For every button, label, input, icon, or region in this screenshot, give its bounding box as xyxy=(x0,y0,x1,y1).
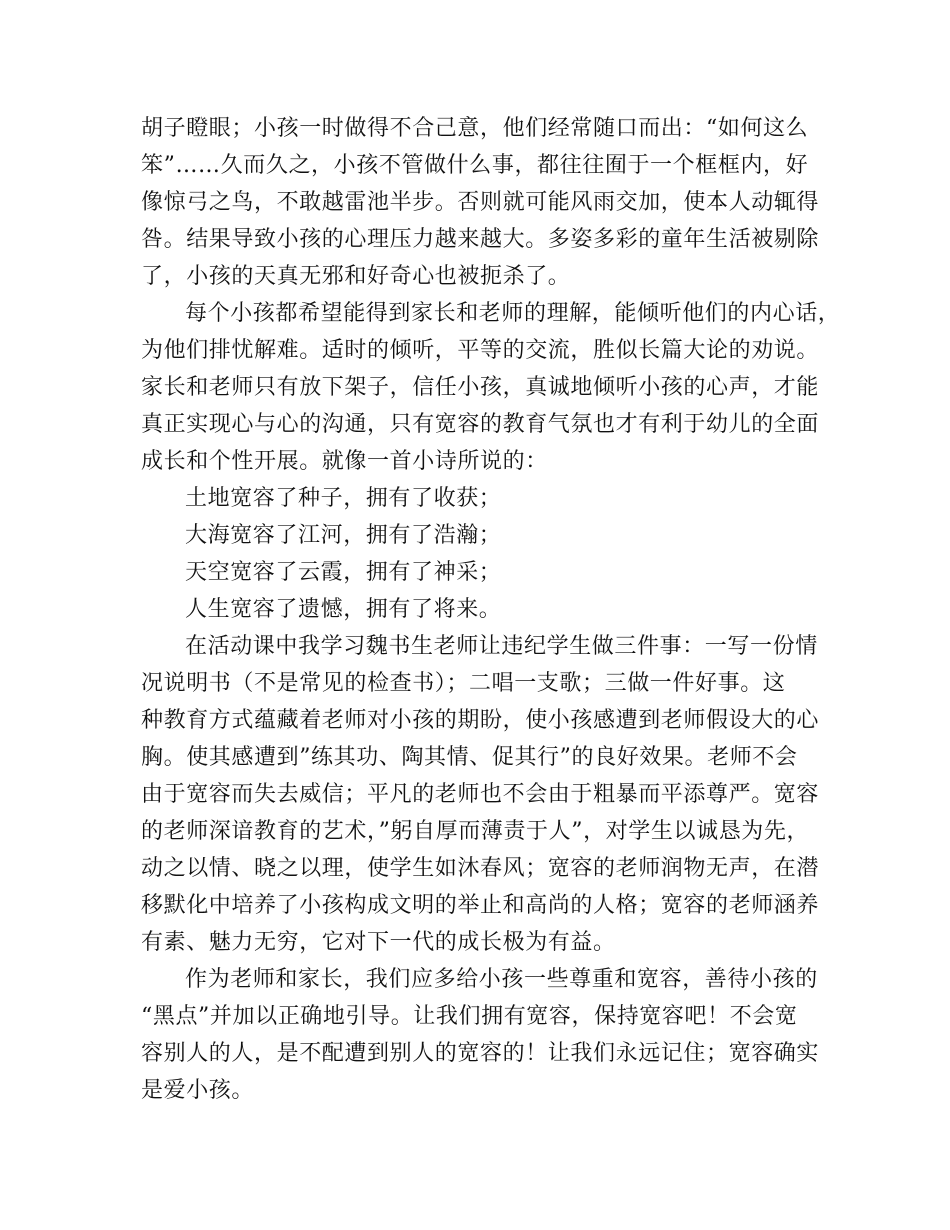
text-line: 作为老师和家长，我们应多给小孩一些尊重和宽容，善待小孩的 xyxy=(185,967,818,992)
text-line: 移默化中培养了小孩构成文明的举止和高尚的人格；宽容的老师涵养 xyxy=(141,893,820,918)
text-line: 为他们排忧解难。适时的倾听，平等的交流，胜似长篇大论的劝说。 xyxy=(141,338,820,363)
poem-line: 土地宽容了种子，拥有了收获； xyxy=(185,486,502,511)
text-line: 真正实现心与心的沟通，只有宽容的教育气氛也才有利于幼儿的全面 xyxy=(141,412,820,437)
poem-block xyxy=(141,480,831,628)
text-line: 容别人的人，是不配遭到别人的宽容的！让我们永远记住；宽容确实 xyxy=(141,1041,820,1066)
text-line: 咎。结果导致小孩的心理压力越来越大。多姿多彩的童年生活被剔除 xyxy=(141,227,820,252)
text-line: 有素、魅力无穷，它对下一代的成长极为有益。 xyxy=(141,930,616,955)
text-line: 家长和老师只有放下架子，信任小孩，真诚地倾听小孩的心声，才能 xyxy=(141,375,820,400)
text-line: 动之以情、晓之以理，使学生如沐春风；宽容的老师润物无声，在潜 xyxy=(141,856,820,881)
text-line: 每个小孩都希望能得到家长和老师的理解，能倾听他们的内心话， xyxy=(185,301,841,326)
text-line: 由于宽容而失去威信；平凡的老师也不会由于粗暴而平添尊严。宽容 xyxy=(141,782,820,807)
text-line: 在活动课中我学习魏书生老师让违纪学生做三件事：一写一份情 xyxy=(185,634,818,659)
text-line: 胡子瞪眼；小孩一时做得不合己意，他们经常随口而出：“如何这么 xyxy=(141,116,809,141)
text-line: 种教育方式蕴藏着老师对小孩的期盼，使小孩感遭到老师假设大的心 xyxy=(141,708,820,733)
paragraph-3 xyxy=(141,628,831,961)
text-line: 像惊弓之鸟，不敢越雷池半步。否则就可能风雨交加，使本人动辄得 xyxy=(141,190,820,215)
poem-line: 人生宽容了遗憾，拥有了将来。 xyxy=(185,597,502,622)
text-line: 笨”……久而久之，小孩不管做什么事，都往往囿于一个框框内，好 xyxy=(141,153,809,178)
paragraph-4 xyxy=(141,961,831,1109)
text-line: 的老师深谙教育的艺术，”躬自厚而薄责于人”，对学生以诚恳为先， xyxy=(141,819,810,844)
poem-line: 大海宽容了江河，拥有了浩瀚； xyxy=(185,523,502,548)
text-line: 况说明书（不是常见的检查书）；二唱一支歌；三做一件好事。这 xyxy=(141,671,786,696)
text-line: 是爱小孩。 xyxy=(141,1078,255,1103)
text-line: 胸。使其感遭到”练其功、陶其情、促其行”的良好效果。老师不会 xyxy=(141,745,798,770)
paragraph-2 xyxy=(141,295,841,480)
poem-line: 天空宽容了云霞，拥有了神采； xyxy=(185,560,502,585)
paragraph-1 xyxy=(141,110,831,295)
document-page xyxy=(141,110,841,1109)
text-line: 成长和个性开展。就像一首小诗所说的： xyxy=(141,449,548,474)
text-line: “黑点”并加以正确地引导。让我们拥有宽容，保持宽容吧！不会宽 xyxy=(141,1004,798,1029)
text-line: 了，小孩的天真无邪和好奇心也被扼杀了。 xyxy=(141,264,571,289)
